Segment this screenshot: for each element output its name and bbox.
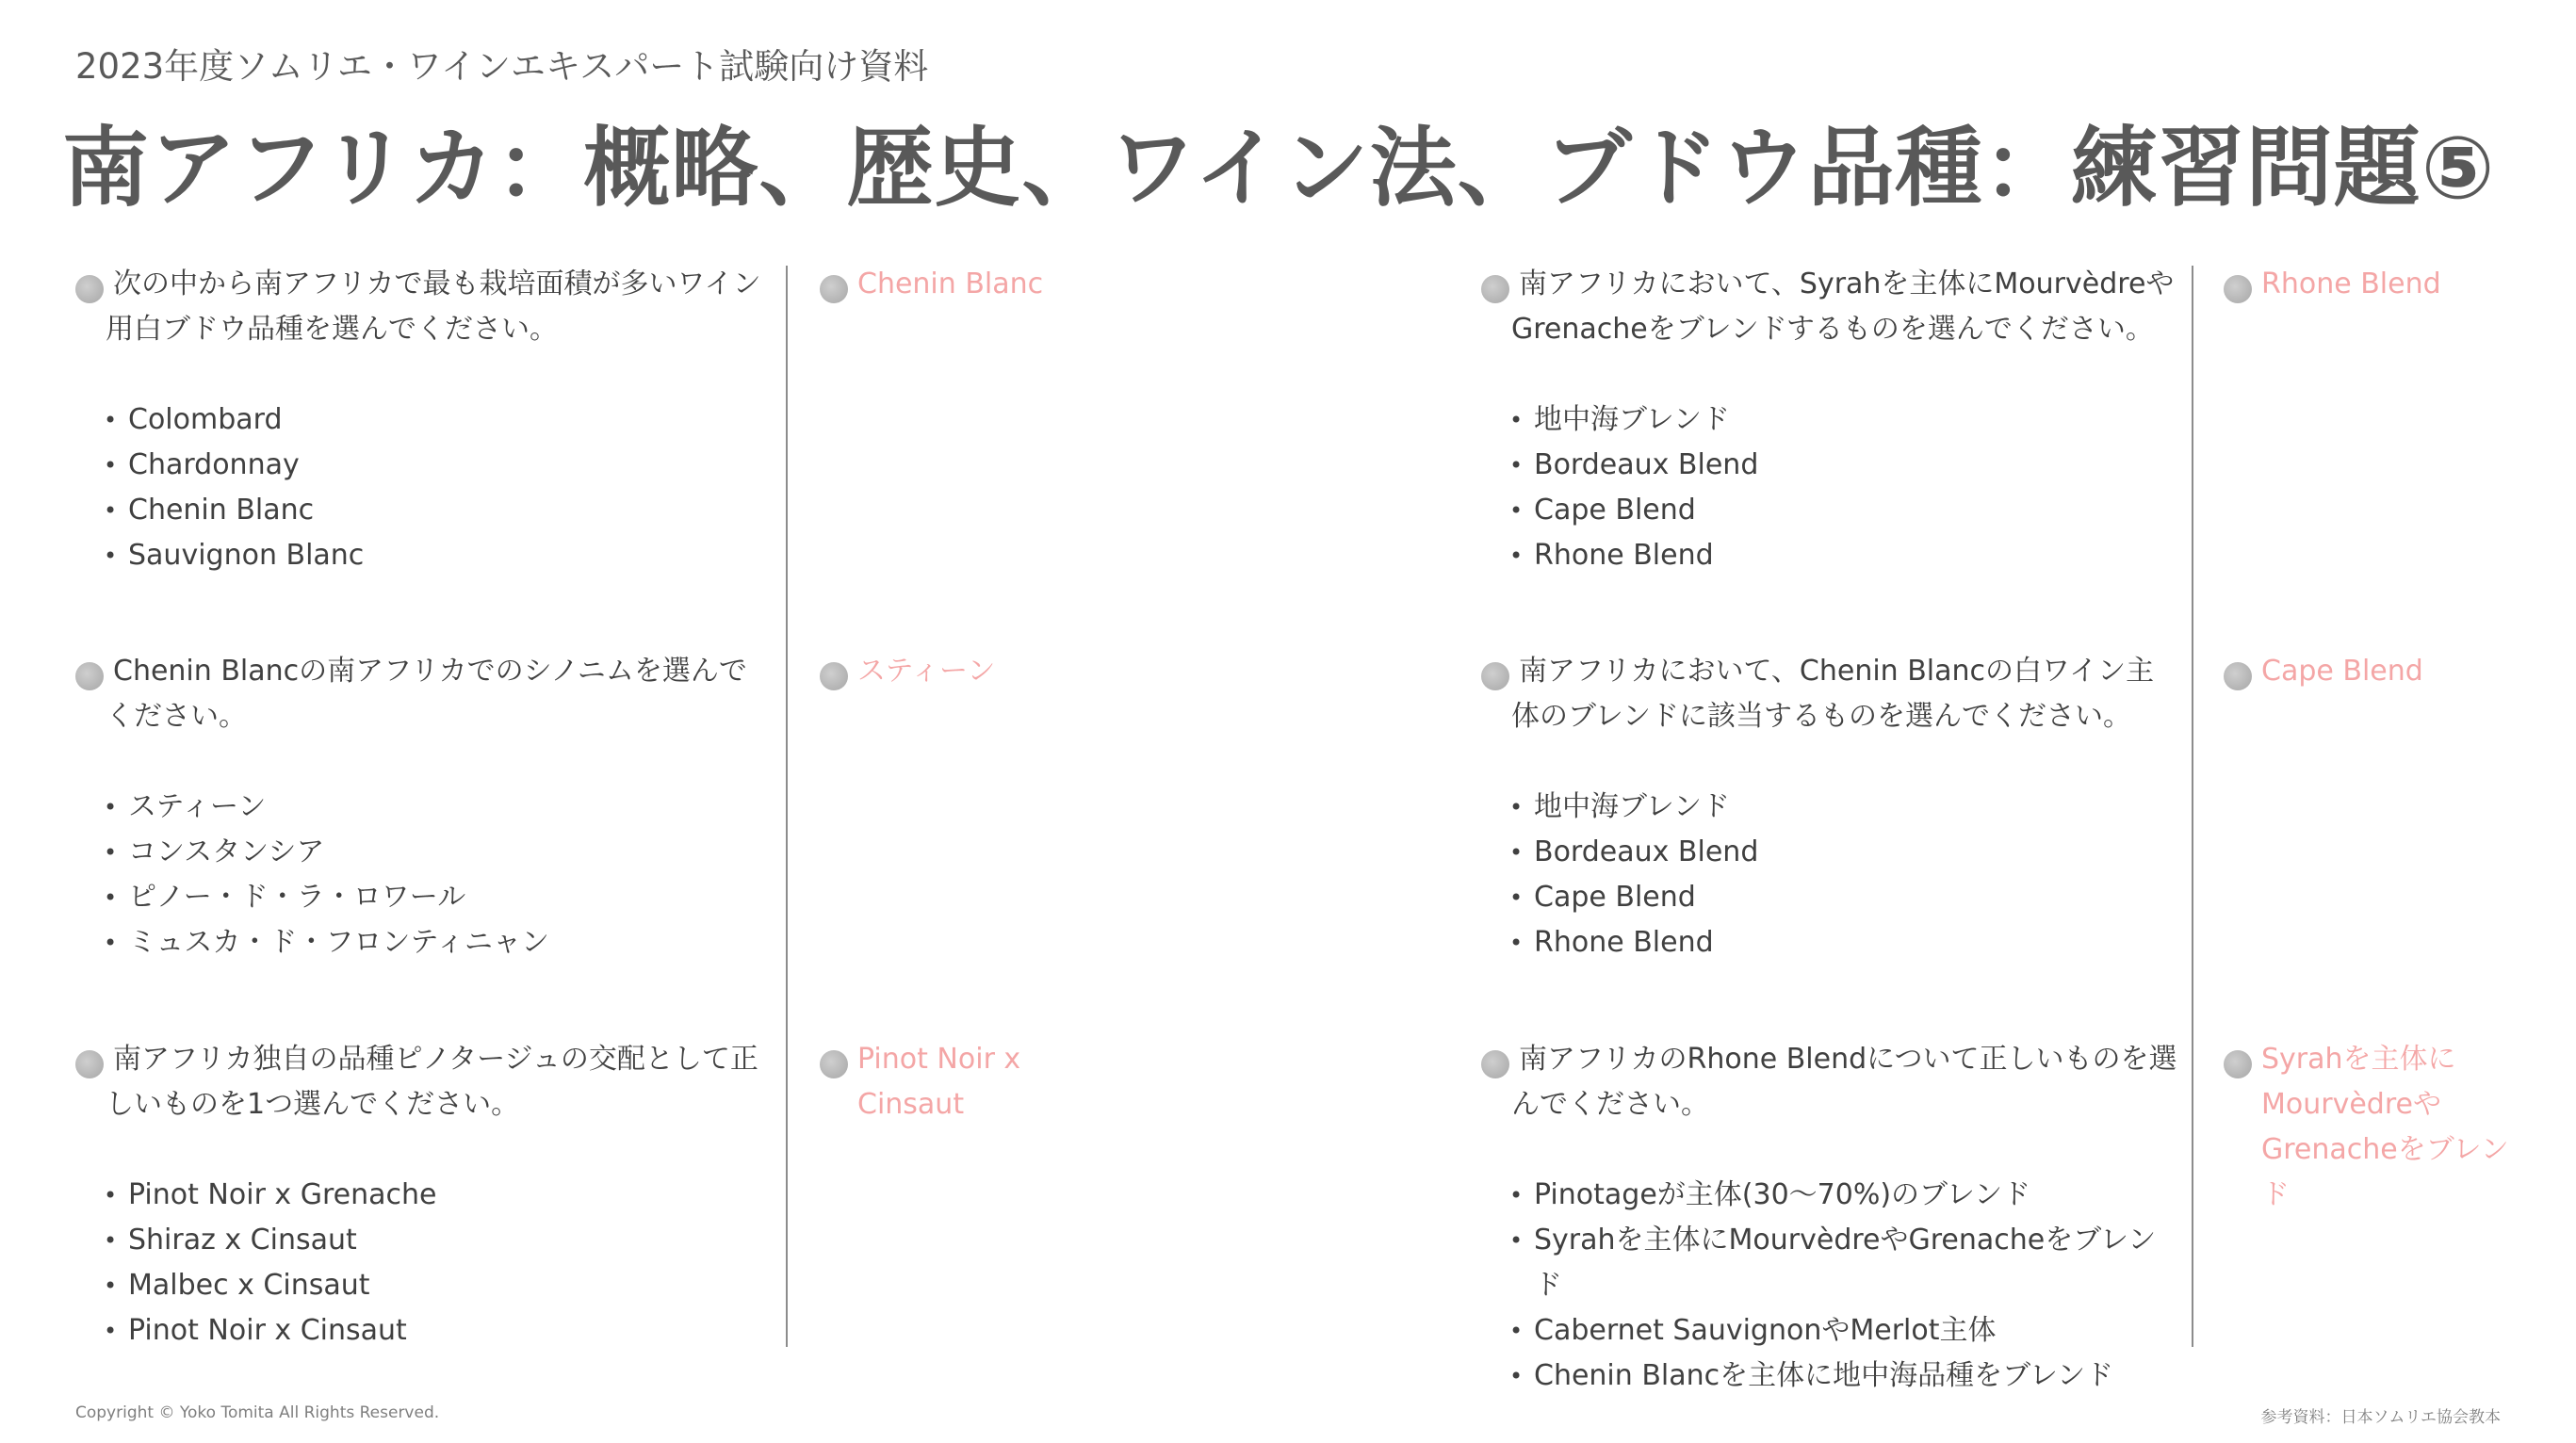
question-5 <box>1481 649 2178 739</box>
option-item: • Cape Blend <box>1509 494 1696 527</box>
question-4 <box>1481 262 2178 352</box>
option-item: • Pinot Noir x Cinsaut <box>104 1314 407 1347</box>
question-6 <box>1481 1037 2178 1127</box>
option-list <box>1481 785 2178 965</box>
option-list <box>75 397 773 578</box>
question-text: 次の中から南アフリカで最も栽培面積が多いワイン用白ブドウ品種を選んでください。 <box>106 268 761 346</box>
option-item: • Chenin Blanc <box>104 494 315 527</box>
answer-text: Pinot Noir x Cinsaut <box>857 1043 1021 1121</box>
option-item: • スティーン <box>104 790 267 823</box>
option-item: • Syrahを主体にMourvèdreやGrenacheをブレンド <box>1509 1224 2157 1302</box>
answer-bullet-icon <box>820 1050 848 1078</box>
question-bullet-icon <box>75 275 104 303</box>
answer-text: Syrahを主体にMourvèdreやGrenacheをブレンド <box>2261 1043 2509 1211</box>
answer-text: Rhone Blend <box>2261 268 2441 300</box>
answer-1 <box>820 262 1121 307</box>
question-block-6 <box>1481 1037 2178 1399</box>
option-item: • ピノー・ド・ラ・ロワール <box>104 881 466 914</box>
question-2 <box>75 649 773 739</box>
option-list <box>75 1173 773 1354</box>
answer-bullet-icon <box>820 275 848 303</box>
copyright: Copyright © Yoko Tomita All Rights Reserved. <box>75 1403 440 1422</box>
option-item: • Cape Blend <box>1509 881 1696 914</box>
answer-bullet-icon <box>2224 275 2252 303</box>
option-item: • Pinot Noir x Grenache <box>104 1178 437 1211</box>
option-list <box>1481 1173 2178 1399</box>
option-item: • Shiraz x Cinsaut <box>104 1224 357 1257</box>
page-subtitle: 2023年度ソムリエ・ワインエキスパート試験向け資料 <box>75 46 929 87</box>
question-block-4 <box>1481 262 2178 578</box>
question-text: Chenin Blancの南アフリカでのシノニムを選んでください。 <box>106 655 747 733</box>
answer-2 <box>820 649 1121 694</box>
answer-3 <box>820 1037 1065 1127</box>
answer-text: Cape Blend <box>2261 655 2423 688</box>
option-list <box>1481 397 2178 578</box>
option-item: • 地中海ブレンド <box>1509 790 1731 823</box>
answer-text: Chenin Blanc <box>857 268 1044 300</box>
reference-note: 参考資料：日本ソムリエ協会教本 <box>2260 1408 2501 1427</box>
answer-bullet-icon <box>2224 662 2252 690</box>
option-item: • Rhone Blend <box>1509 926 1714 959</box>
answer-bullet-icon <box>2224 1050 2252 1078</box>
option-item: • 地中海ブレンド <box>1509 403 1731 436</box>
option-item: • Pinotageが主体(30〜70%)のブレンド <box>1509 1178 2031 1211</box>
question-block-1 <box>75 262 773 578</box>
answer-6 <box>2224 1037 2516 1218</box>
answer-4 <box>2224 262 2535 307</box>
answer-bullet-icon <box>820 662 848 690</box>
question-bullet-icon <box>75 662 104 690</box>
question-bullet-icon <box>1481 662 1509 690</box>
question-block-3 <box>75 1037 773 1354</box>
option-item: • Rhone Blend <box>1509 539 1714 572</box>
option-item: • ミュスカ・ド・フロンティニャン <box>104 926 549 959</box>
option-item: • コンスタンシア <box>104 835 325 868</box>
option-item: • Cabernet SauvignonやMerlot主体 <box>1509 1314 1997 1347</box>
option-item: • Chenin Blancを主体に地中海品種をブレンド <box>1509 1359 2114 1392</box>
option-item: • Chardonnay <box>104 448 300 481</box>
option-item: • Bordeaux Blend <box>1509 448 1759 481</box>
question-block-5 <box>1481 649 2178 965</box>
question-block-2 <box>75 649 773 965</box>
column-divider-left <box>786 266 788 1347</box>
question-text: 南アフリカにおいて、Syrahを主体にMourvèdreやGrenacheをブレンドするものを選んでください。 <box>1511 268 2175 346</box>
answer-text: スティーン <box>857 655 996 688</box>
page-title: 南アフリカ：概略、歴史、ワイン法、ブドウ品種：練習問題⑤ <box>62 118 2496 219</box>
option-list <box>75 785 773 965</box>
question-text: 南アフリカのRhone Blendについて正しいものを選んでください。 <box>1511 1043 2177 1121</box>
option-item: • Malbec x Cinsaut <box>104 1269 370 1302</box>
question-1 <box>75 262 773 352</box>
question-bullet-icon <box>1481 275 1509 303</box>
answer-5 <box>2224 649 2535 694</box>
question-3 <box>75 1037 773 1127</box>
question-bullet-icon <box>1481 1050 1509 1078</box>
option-item: • Sauvignon Blanc <box>104 539 365 572</box>
option-item: • Colombard <box>104 403 283 436</box>
question-text: 南アフリカ独自の品種ピノタージュの交配として正しいものを1つ選んでください。 <box>106 1043 758 1121</box>
question-bullet-icon <box>75 1050 104 1078</box>
column-divider-right <box>2192 266 2193 1347</box>
option-item: • Bordeaux Blend <box>1509 835 1759 868</box>
question-text: 南アフリカにおいて、Chenin Blancの白ワイン主体のブレンドに該当するものを選んでください。 <box>1511 655 2155 733</box>
